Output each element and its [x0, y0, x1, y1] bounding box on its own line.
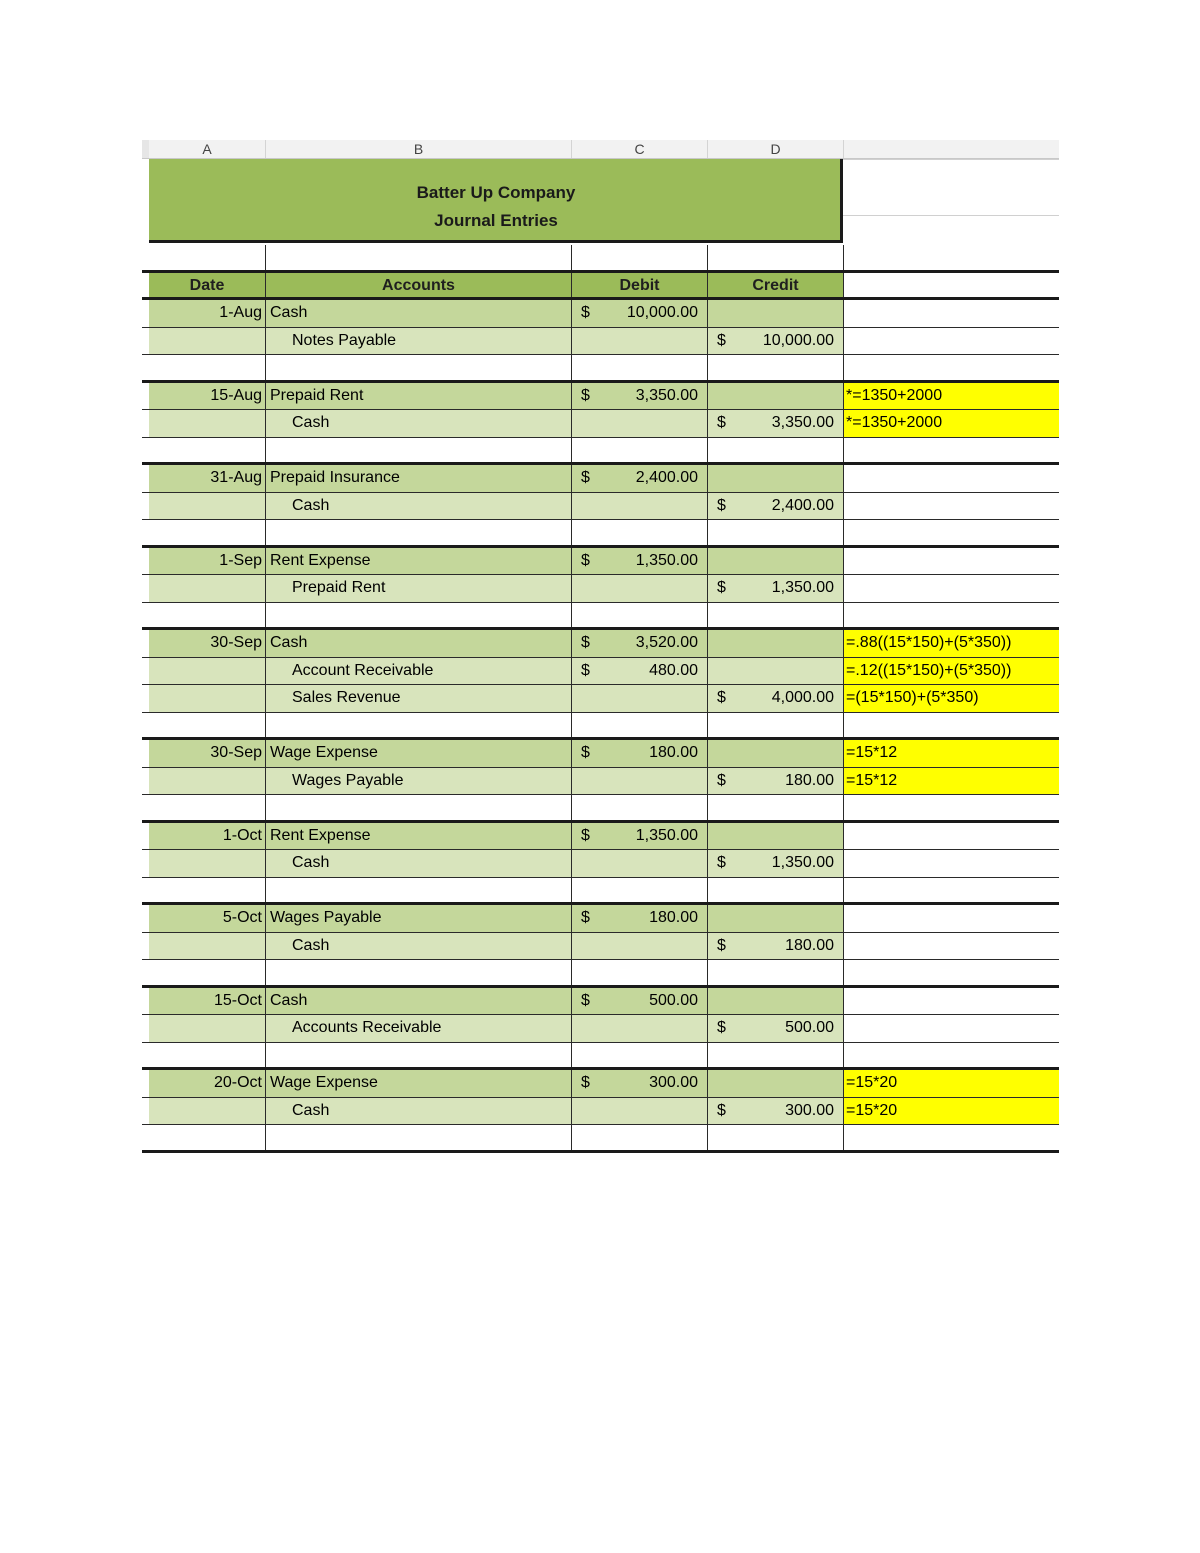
gridline — [843, 215, 1059, 216]
amount: 300.00 — [785, 1101, 834, 1119]
credit-account[interactable]: Sales Revenue — [266, 685, 572, 712]
cell[interactable] — [844, 878, 1059, 903]
amount: 480.00 — [649, 661, 698, 679]
credit-amount[interactable] — [708, 685, 844, 712]
company-name: Batter Up Company — [416, 183, 576, 202]
credit-amount[interactable] — [708, 493, 844, 520]
dollar-sign: $ — [717, 1019, 726, 1036]
cell[interactable] — [708, 713, 844, 738]
amount: 300.00 — [649, 1074, 698, 1091]
cell[interactable] — [844, 465, 1059, 492]
cell[interactable] — [708, 905, 844, 932]
cell[interactable] — [572, 493, 708, 520]
credit-account[interactable]: Notes Payable — [266, 328, 572, 355]
entry-date[interactable]: 5-Oct — [149, 905, 266, 932]
row-gutter — [142, 410, 149, 437]
cell[interactable] — [844, 1125, 1059, 1150]
cell[interactable] — [844, 795, 1059, 820]
cell[interactable] — [708, 1125, 844, 1150]
dollar-sign: $ — [581, 826, 590, 844]
debit-amount[interactable] — [572, 905, 708, 932]
cell[interactable] — [844, 245, 1059, 270]
cell[interactable] — [266, 1043, 572, 1068]
cell[interactable] — [572, 328, 708, 355]
entry-date[interactable]: 31-Aug — [149, 465, 266, 492]
journal-row — [142, 300, 1059, 328]
debit-amount[interactable] — [572, 988, 708, 1015]
row-gutter — [142, 768, 149, 795]
dollar-sign: $ — [581, 551, 590, 569]
cell[interactable] — [844, 905, 1059, 932]
amount: 1,350.00 — [771, 579, 834, 596]
journal-row — [142, 630, 1059, 658]
spreadsheet — [142, 140, 1059, 1153]
journal-entries — [142, 300, 1059, 1153]
cell[interactable] — [572, 245, 708, 270]
debit-account[interactable]: Prepaid Rent — [266, 383, 572, 410]
row-gutter — [142, 850, 149, 877]
cell[interactable] — [149, 878, 266, 903]
cell[interactable] — [266, 1125, 572, 1150]
dollar-sign: $ — [717, 414, 726, 431]
journal-row — [142, 933, 1059, 961]
amount: 2,400.00 — [771, 496, 834, 514]
column-header-bar — [142, 140, 1059, 159]
sheet-subtitle: Journal Entries — [434, 211, 558, 230]
row-gutter — [142, 933, 149, 960]
journal-row — [142, 1015, 1059, 1043]
cell[interactable] — [266, 438, 572, 463]
amount: 180.00 — [785, 771, 834, 789]
dollar-sign: $ — [581, 304, 590, 321]
dollar-sign: $ — [717, 1101, 726, 1119]
credit-account[interactable]: Prepaid Rent — [266, 575, 572, 602]
debit-amount[interactable] — [572, 383, 708, 410]
blank-row — [142, 795, 1059, 823]
cell[interactable] — [844, 355, 1059, 380]
cell[interactable] — [266, 355, 572, 380]
cell[interactable] — [708, 988, 844, 1015]
row-gutter — [142, 1098, 149, 1125]
formula-note[interactable]: =15*20 — [844, 1070, 1059, 1097]
row-gutter — [142, 548, 149, 575]
cell[interactable] — [572, 933, 708, 960]
amount: 1,350.00 — [635, 826, 698, 844]
row-gutter — [142, 300, 149, 327]
cell[interactable] — [708, 740, 844, 767]
column-header-a[interactable]: A — [149, 140, 266, 158]
cell[interactable] — [844, 603, 1059, 628]
blank-row — [142, 1125, 1059, 1153]
dollar-sign: $ — [717, 689, 726, 706]
journal-row — [142, 410, 1059, 438]
entry-date[interactable]: 30-Sep — [149, 630, 266, 657]
amount: 10,000.00 — [762, 331, 834, 349]
row-gutter — [142, 355, 149, 380]
entry-date[interactable]: 30-Sep — [149, 740, 266, 767]
entry-date[interactable]: 15-Oct — [149, 988, 266, 1015]
dollar-sign: $ — [581, 469, 590, 486]
row-gutter — [142, 823, 149, 850]
cell[interactable] — [572, 1015, 708, 1042]
credit-amount[interactable] — [708, 575, 844, 602]
debit-account[interactable]: Cash — [266, 988, 572, 1015]
blank-row — [142, 438, 1059, 466]
dollar-sign: $ — [581, 1074, 590, 1091]
cell[interactable] — [708, 1043, 844, 1068]
cell[interactable] — [844, 713, 1059, 738]
debit-account[interactable]: Cash — [266, 630, 572, 657]
credit-amount[interactable] — [708, 768, 844, 795]
row-gutter — [142, 1043, 149, 1068]
cell[interactable] — [708, 795, 844, 820]
cell[interactable] — [572, 768, 708, 795]
cell[interactable] — [149, 1098, 266, 1125]
amount: 1,350.00 — [635, 551, 698, 569]
debit-amount[interactable] — [572, 658, 708, 685]
dollar-sign: $ — [581, 386, 590, 404]
journal-row — [142, 1070, 1059, 1098]
blank-row — [142, 878, 1059, 906]
journal-row — [142, 823, 1059, 851]
cell[interactable] — [149, 328, 266, 355]
cell[interactable] — [844, 273, 1059, 298]
cell[interactable] — [708, 300, 844, 327]
row-gutter — [142, 520, 149, 545]
journal-row — [142, 328, 1059, 356]
debit-account[interactable]: Cash — [266, 300, 572, 327]
cell[interactable] — [572, 960, 708, 985]
credit-amount[interactable] — [708, 410, 844, 437]
cell[interactable] — [708, 520, 844, 545]
credit-amount[interactable] — [708, 1098, 844, 1125]
credit-account[interactable]: Cash — [266, 933, 572, 960]
cell[interactable] — [149, 520, 266, 545]
column-header-d[interactable]: D — [708, 140, 844, 158]
cell[interactable] — [708, 960, 844, 985]
cell[interactable] — [844, 575, 1059, 602]
cell[interactable] — [149, 493, 266, 520]
cell[interactable] — [149, 245, 266, 270]
row-gutter — [142, 1125, 149, 1150]
journal-row — [142, 575, 1059, 603]
blank-row — [142, 713, 1059, 741]
credit-amount[interactable] — [708, 933, 844, 960]
dollar-sign: $ — [581, 909, 590, 926]
debit-amount[interactable] — [572, 465, 708, 492]
cell[interactable] — [844, 438, 1059, 463]
dollar-sign: $ — [717, 496, 726, 514]
dollar-sign: $ — [717, 936, 726, 954]
cell[interactable] — [844, 1015, 1059, 1042]
debit-amount[interactable] — [572, 740, 708, 767]
journal-row — [142, 548, 1059, 576]
row-gutter — [142, 493, 149, 520]
entry-date[interactable]: 20-Oct — [149, 1070, 266, 1097]
blank-row — [142, 603, 1059, 631]
cell[interactable] — [844, 823, 1059, 850]
credit-header[interactable]: Credit — [708, 273, 844, 298]
entry-date[interactable]: 1-Sep — [149, 548, 266, 575]
row-gutter — [142, 905, 149, 932]
cell[interactable] — [149, 410, 266, 437]
formula-note[interactable]: =.12((15*150)+(5*350)) — [844, 658, 1059, 685]
cell[interactable] — [708, 383, 844, 410]
cell[interactable] — [708, 658, 844, 685]
cell[interactable] — [149, 768, 266, 795]
cell[interactable] — [844, 960, 1059, 985]
cell[interactable] — [149, 795, 266, 820]
amount: 2,400.00 — [635, 469, 698, 486]
cell[interactable] — [708, 438, 844, 463]
title-block — [142, 159, 1059, 245]
credit-account[interactable]: Cash — [266, 1098, 572, 1125]
dollar-sign: $ — [581, 991, 590, 1009]
accounts-header[interactable]: Accounts — [266, 273, 572, 298]
cell[interactable] — [708, 878, 844, 903]
debit-account[interactable]: Account Receivable — [266, 658, 572, 685]
row-gutter — [142, 960, 149, 985]
dollar-sign: $ — [717, 331, 726, 349]
formula-note[interactable]: =(15*150)+(5*350) — [844, 685, 1059, 712]
blank-row — [142, 960, 1059, 988]
cell[interactable] — [149, 685, 266, 712]
amount: 1,350.00 — [771, 854, 834, 871]
cell[interactable] — [572, 850, 708, 877]
journal-row — [142, 768, 1059, 796]
cell[interactable] — [572, 685, 708, 712]
formula-note[interactable]: =15*20 — [844, 1098, 1059, 1125]
cell[interactable] — [266, 520, 572, 545]
formula-note[interactable]: *=1350+2000 — [844, 383, 1059, 410]
cell[interactable] — [149, 850, 266, 877]
debit-account[interactable]: Wage Expense — [266, 1070, 572, 1097]
cell[interactable] — [266, 603, 572, 628]
row-gutter — [142, 740, 149, 767]
formula-note[interactable]: =15*12 — [844, 768, 1059, 795]
amount: 500.00 — [785, 1019, 834, 1036]
formula-note[interactable]: =.88((15*150)+(5*350)) — [844, 630, 1059, 657]
amount: 3,520.00 — [635, 634, 698, 651]
blank-row — [142, 245, 1059, 273]
cell[interactable] — [844, 933, 1059, 960]
amount: 500.00 — [649, 991, 698, 1009]
cell[interactable] — [708, 1070, 844, 1097]
cell[interactable] — [844, 328, 1059, 355]
row-gutter — [142, 575, 149, 602]
cell[interactable] — [572, 355, 708, 380]
cell[interactable] — [149, 658, 266, 685]
cell[interactable] — [572, 878, 708, 903]
row-gutter — [142, 630, 149, 657]
cell[interactable] — [708, 465, 844, 492]
cell[interactable] — [266, 245, 572, 270]
cell[interactable] — [149, 438, 266, 463]
journal-row — [142, 658, 1059, 686]
cell[interactable] — [844, 988, 1059, 1015]
credit-account[interactable]: Accounts Receivable — [266, 1015, 572, 1042]
dollar-sign: $ — [717, 771, 726, 789]
debit-amount[interactable] — [572, 630, 708, 657]
cell[interactable] — [149, 713, 266, 738]
header-row — [142, 273, 1059, 301]
journal-row — [142, 905, 1059, 933]
cell[interactable] — [572, 603, 708, 628]
dollar-sign: $ — [717, 579, 726, 596]
debit-header[interactable]: Debit — [572, 273, 708, 298]
amount: 3,350.00 — [635, 386, 698, 404]
cell[interactable] — [844, 300, 1059, 327]
row-gutter — [142, 713, 149, 738]
cell[interactable] — [708, 245, 844, 270]
debit-amount[interactable] — [572, 823, 708, 850]
cell[interactable] — [149, 603, 266, 628]
cell[interactable] — [572, 575, 708, 602]
row-gutter — [142, 328, 149, 355]
cell[interactable] — [844, 520, 1059, 545]
cell[interactable] — [572, 438, 708, 463]
entry-date[interactable]: 1-Aug — [149, 300, 266, 327]
cell[interactable] — [844, 548, 1059, 575]
cell[interactable] — [149, 355, 266, 380]
cell[interactable] — [572, 520, 708, 545]
amount: 180.00 — [785, 936, 834, 954]
credit-account[interactable]: Cash — [266, 493, 572, 520]
amount: 180.00 — [649, 909, 698, 926]
row-gutter — [142, 988, 149, 1015]
debit-amount[interactable] — [572, 548, 708, 575]
journal-row — [142, 850, 1059, 878]
column-header-b[interactable]: B — [266, 140, 572, 158]
credit-amount[interactable] — [708, 850, 844, 877]
cell[interactable] — [266, 713, 572, 738]
amount: 4,000.00 — [771, 689, 834, 706]
debit-account[interactable]: Prepaid Insurance — [266, 465, 572, 492]
entry-date[interactable]: 15-Aug — [149, 383, 266, 410]
debit-amount[interactable] — [572, 300, 708, 327]
row-gutter — [142, 383, 149, 410]
column-header-e[interactable] — [844, 140, 1059, 158]
journal-row — [142, 740, 1059, 768]
row-gutter — [142, 603, 149, 628]
cell[interactable] — [149, 960, 266, 985]
row-gutter — [142, 878, 149, 903]
amount: 3,350.00 — [771, 414, 834, 431]
debit-account[interactable]: Wages Payable — [266, 905, 572, 932]
cell[interactable] — [572, 795, 708, 820]
date-header[interactable]: Date — [149, 273, 266, 298]
debit-account[interactable]: Rent Expense — [266, 548, 572, 575]
dollar-sign: $ — [581, 661, 590, 679]
column-header-c[interactable]: C — [572, 140, 708, 158]
row-header-corner — [142, 140, 149, 158]
credit-amount[interactable] — [708, 1015, 844, 1042]
journal-row — [142, 988, 1059, 1016]
journal-row — [142, 383, 1059, 411]
cell[interactable] — [572, 1043, 708, 1068]
cell[interactable] — [708, 823, 844, 850]
journal-row — [142, 493, 1059, 521]
cell[interactable] — [572, 713, 708, 738]
cell[interactable] — [572, 1098, 708, 1125]
gridline — [843, 159, 1059, 160]
cell[interactable] — [266, 795, 572, 820]
amount: 10,000.00 — [626, 304, 698, 321]
journal-row — [142, 465, 1059, 493]
cell[interactable] — [149, 1043, 266, 1068]
row-gutter — [142, 1015, 149, 1042]
credit-account[interactable]: Cash — [266, 850, 572, 877]
cell[interactable] — [708, 548, 844, 575]
credit-account[interactable]: Wages Payable — [266, 768, 572, 795]
cell[interactable] — [708, 630, 844, 657]
row-gutter — [142, 438, 149, 463]
cell[interactable] — [572, 1125, 708, 1150]
entry-date[interactable]: 1-Oct — [149, 823, 266, 850]
formula-note[interactable]: *=1350+2000 — [844, 410, 1059, 437]
cell[interactable] — [266, 878, 572, 903]
cell[interactable] — [708, 355, 844, 380]
row-gutter — [142, 465, 149, 492]
cell[interactable] — [844, 1043, 1059, 1068]
cell[interactable] — [844, 493, 1059, 520]
debit-amount[interactable] — [572, 1070, 708, 1097]
debit-account[interactable]: Wage Expense — [266, 740, 572, 767]
journal-row — [142, 685, 1059, 713]
journal-row — [142, 1098, 1059, 1126]
credit-amount[interactable] — [708, 328, 844, 355]
dollar-sign: $ — [717, 854, 726, 871]
blank-row — [142, 520, 1059, 548]
blank-row — [142, 355, 1059, 383]
row-gutter — [142, 685, 149, 712]
cell[interactable] — [572, 410, 708, 437]
cell[interactable] — [149, 1015, 266, 1042]
row-gutter — [142, 1070, 149, 1097]
cell[interactable] — [149, 575, 266, 602]
credit-account[interactable]: Cash — [266, 410, 572, 437]
blank-row — [142, 1043, 1059, 1071]
debit-account[interactable]: Rent Expense — [266, 823, 572, 850]
row-gutter — [142, 795, 149, 820]
dollar-sign: $ — [581, 634, 590, 651]
row-gutter — [142, 658, 149, 685]
cell[interactable] — [844, 850, 1059, 877]
cell[interactable] — [266, 960, 572, 985]
dollar-sign: $ — [581, 744, 590, 761]
amount: 180.00 — [649, 744, 698, 761]
cell[interactable] — [149, 1125, 266, 1150]
formula-note[interactable]: =15*12 — [844, 740, 1059, 767]
cell[interactable] — [708, 603, 844, 628]
cell[interactable] — [149, 933, 266, 960]
